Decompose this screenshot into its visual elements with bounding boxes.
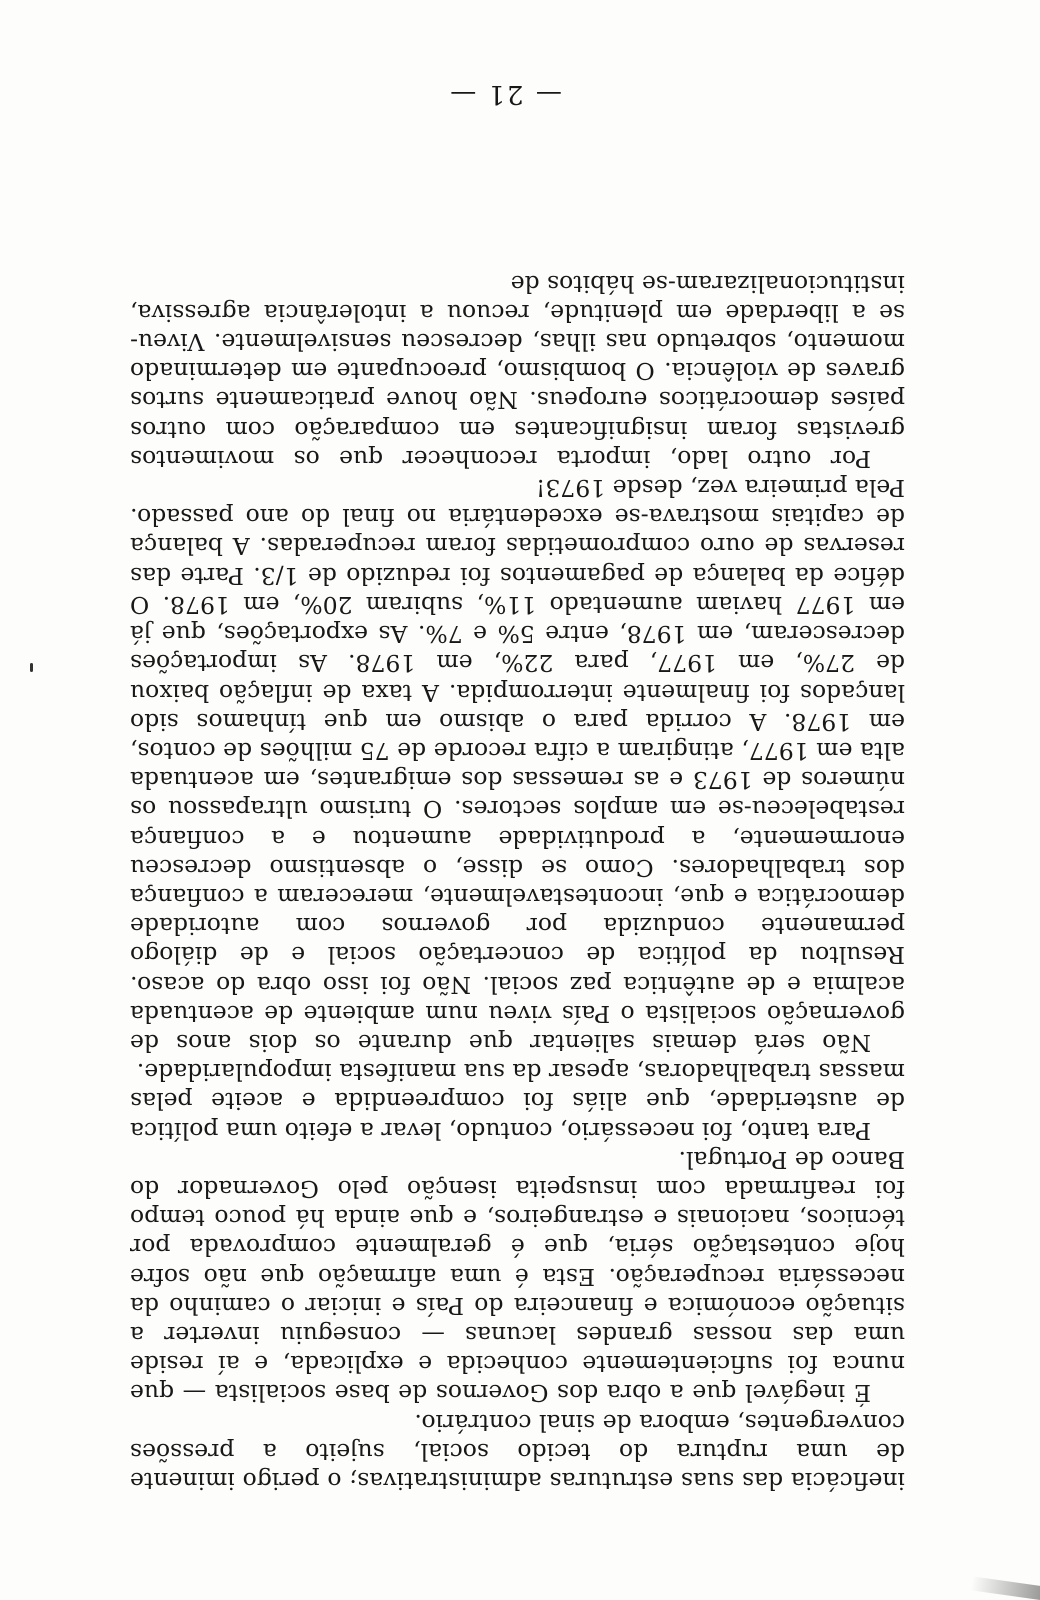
- paragraph-continuation: ineficácia das suas estruturas administrativas; o perigo iminente de uma ruptura do tecido social, sujeito a pressões convergentes, embora de sinal contrário.: [130, 1408, 905, 1495]
- paragraph-social-peace: Não será demais salientar que durante os dois anos de governação socialista o País viveu num ambiente de acentuada acalmia e de autêntica paz social. Não foi isso obra do acaso. Resultou da política de concertação social e de diálogo permanente conduzida por governos com autoridade democrática e que, incontestavelmente, mereceram a confiança dos trabalhadores. Como se disse, o absentismo decresceu enormemente, a produtividade aumentou e a confiança restabeleceu-se em amplos sectores. O turismo ultrapassou os números de 1973 e as remessas dos emigrantes, em acentuada alta em 1977, atingiram a cifra recorde de 75 milhões de contos, em 1978. A corrida para o abismo em que tínhamos sido lançados foi finalmente interrompida. A taxa de inflação baixou de 27%, em 1977, para 22%, em 1978. As importações decresceram, em 1978, entre 5% e 7%. As exportações, que já em 1977 haviam aumentado 11%, subiram 20%, em 1978. O défice da balança de pagamentos foi reduzido de 1/3. Parte das reservas de ouro comprometidas foram recuperadas. A balança de capitais mostrava-se excedentária no final do ano passado. Pela primeira vez, desde 1973!: [130, 474, 905, 1057]
- paragraph-strikes: Por outro lado, importa reconhecer que os movimentos grevistas foram insignificantes em comparação com outros países democráticos europeus. Não houve praticamente surtos graves de violência. O bombismo, preocupante em determinado momento, sobretudo nas ilhas, decresceu sensivelmente. Viveu-se a liberdade em plenitude, recuou a intolerância agressiva, institucionalizaram-se hábitos de: [130, 269, 905, 473]
- paragraph-austerity: Para tanto, foi necessário, contudo, levar a efeito uma política de austeridade, que aliás foi compreendida e aceite pelas massas trabalhadoras, apesar da sua manifesta impopularidade.: [130, 1058, 905, 1145]
- scan-speck: [30, 663, 33, 672]
- scan-edge-mark: [971, 1576, 1040, 1600]
- page-number: — 21 —: [448, 79, 562, 109]
- paragraph-socialist-governments: É inegável que a obra dos Governos de base socialista — que nunca foi suficientemente conhecida e explicada, e aí reside uma das nossas grandes lacunas — conseguiu inverter a situação económica e financeira do País e iniciar o caminho da necessária recuperação. Esta é uma afirmação que não sofre hoje contestação séria, que é geralmente comprovada por técnicos, nacionais e estrangeiros, e que ainda há pouco tempo foi reafirmada com insuspeita isenção pelo Governador do Banco de Portugal.: [130, 1145, 905, 1408]
- body-text: [130, 268, 905, 1495]
